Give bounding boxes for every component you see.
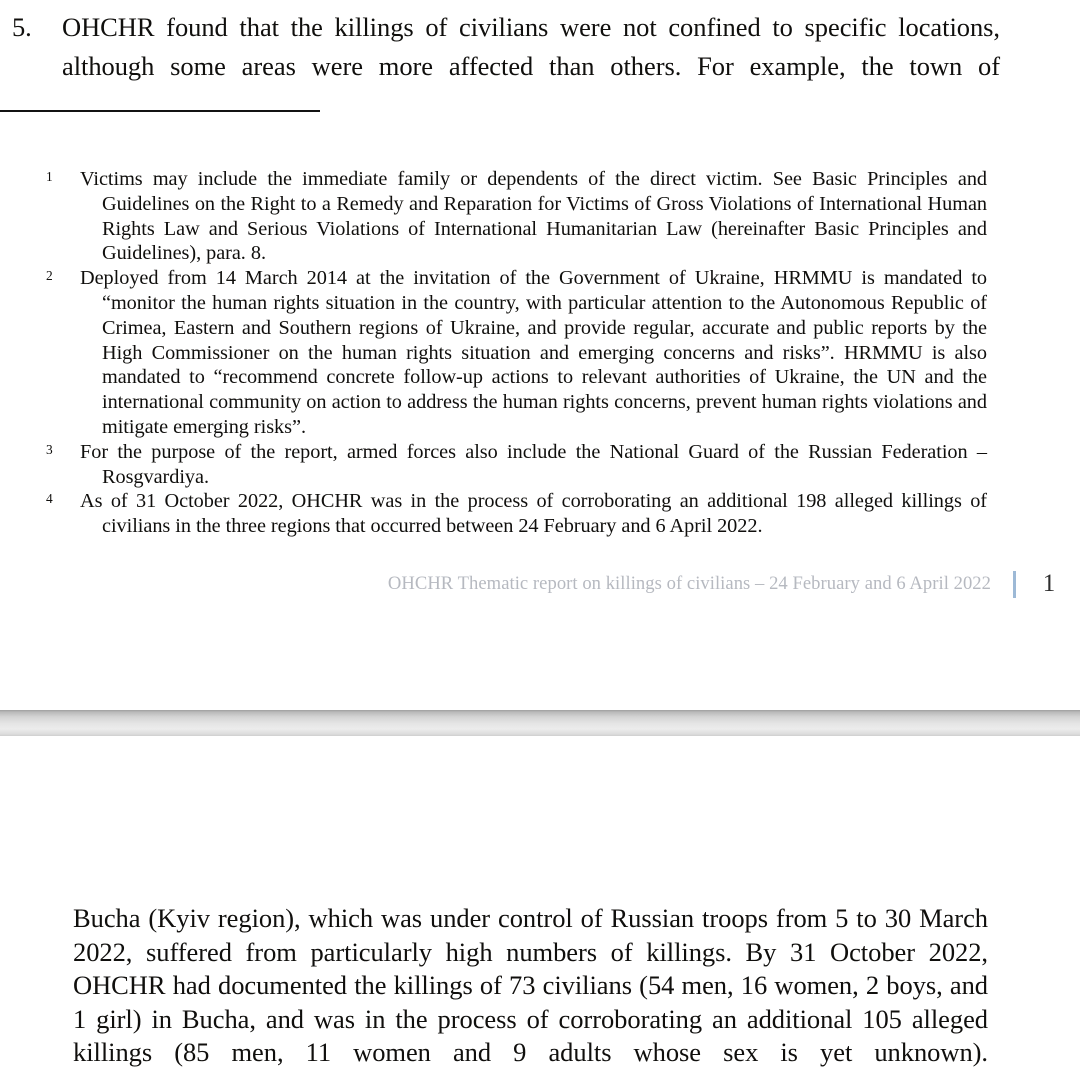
footnote-text: As of 31 October 2022, OHCHR was in the process of corroborating an additional 198 alleged killings of civilians in the three regions that occurred between 24 February and 6 April 2022. — [80, 490, 987, 538]
page-footer — [0, 570, 1060, 598]
footnote-item — [42, 167, 987, 266]
footnote-list — [42, 167, 987, 539]
numbered-paragraph — [0, 8, 1000, 86]
footnote-marker: 4 — [46, 491, 53, 507]
footer-report-title: OHCHR Thematic report on killings of civilians – 24 February and 6 April 2022 — [387, 573, 991, 594]
footnote-separator-rule — [0, 110, 320, 112]
footer-separator-bar — [1013, 571, 1016, 598]
paragraph-text: OHCHR found that the killings of civilians were not confined to specific locations, although some areas were more affected than others. For example, the town of — [62, 12, 1000, 81]
continuation-paragraph-text: Bucha (Kyiv region), which was under control of Russian troops from 5 to 30 March 2022, suffered from particularly high numbers of killings. By 31 October 2022, OHCHR had documented the killings of 73 civilians (54 men, 16 women, 2 boys, and 1 girl) in Bucha, and was in the process of corroborating an additional 105 alleged killings (85 men, 11 women and 9 adults whose sex is yet unknown). — [73, 903, 988, 1067]
footnote-text: Victims may include the immediate family or dependents of the direct victim. See Basic Principles and Guidelines on the Right to a Remedy and Reparation for Victims of Gross Violations of International Human Rights Law and Serious Violations of International Humanitarian Law (hereinafter Basic Principles and Guidelines), para. 8. — [80, 168, 987, 265]
footnote-item — [42, 440, 987, 490]
footnote-marker: 3 — [46, 441, 53, 457]
footnote-marker: 2 — [46, 268, 53, 284]
page-number: 1 — [1042, 570, 1056, 597]
footnote-item — [42, 266, 987, 440]
document-page-two — [0, 736, 1080, 1083]
footnote-text: For the purpose of the report, armed forces also include the National Guard of the Russian Federation – Rosgvardiya. — [80, 440, 987, 488]
page-break-divider — [0, 710, 1080, 736]
footnote-marker: 1 — [46, 169, 53, 184]
paragraph-number: 5. — [12, 12, 32, 42]
footnote-item — [42, 489, 987, 539]
footnote-text: Deployed from 14 March 2014 at the invitation of the Government of Ukraine, HRMMU is mandated to “monitor the human rights situation in the country, with particular attention to the Autonomous Republic of Crimea, Eastern and Southern regions of Ukraine, and provide regular, accurate and public reports by the High Commissioner on the human rights situation and emerging concerns and risks”. HRMMU is also mandated to “recommend concrete follow-up actions to relevant authorities of Ukraine, the UN and the international community on action to address the human rights concerns, prevent human rights violations and mitigate emerging risks”. — [80, 267, 987, 438]
